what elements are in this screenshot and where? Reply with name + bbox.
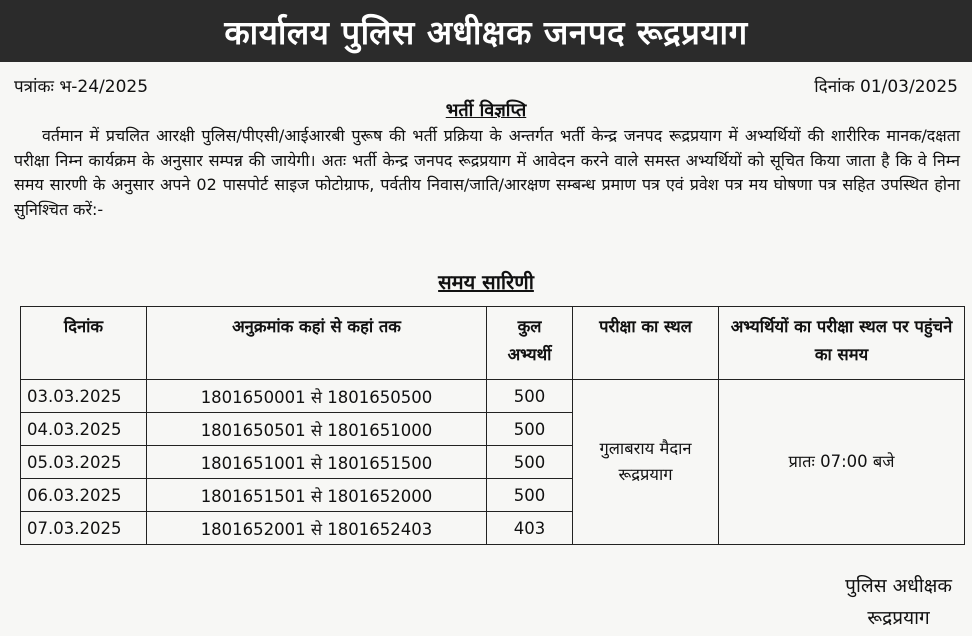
header-date: दिनांक <box>21 307 147 380</box>
row-roll-range: 1801651501 से 1801652000 <box>147 479 487 512</box>
signatory-place: रूद्रप्रयाग <box>867 607 930 629</box>
row-total: 500 <box>487 380 573 413</box>
row-total: 403 <box>487 512 573 545</box>
row-date: 07.03.2025 <box>21 512 147 545</box>
header-venue: परीक्षा का स्थल <box>573 307 719 380</box>
office-title: कार्यालय पुलिस अधीक्षक जनपद रूद्रप्रयाग <box>224 12 748 52</box>
row-date: 03.03.2025 <box>21 380 147 413</box>
signature-block <box>845 570 952 634</box>
table-header-row <box>21 307 965 380</box>
office-title-banner <box>0 0 972 62</box>
header-total: कुल अभ्यर्थी <box>487 307 573 380</box>
reporting-time: प्रातः 07:00 बजे <box>719 380 965 545</box>
row-date: 05.03.2025 <box>21 446 147 479</box>
schedule-table <box>20 306 965 545</box>
row-roll-range: 1801650001 से 1801650500 <box>147 380 487 413</box>
header-time: अभ्यर्थियों का परीक्षा स्थल पर पहुंचने का समय <box>719 307 965 380</box>
notice-date: दिनांक 01/03/2025 <box>814 77 958 97</box>
notice-body: वर्तमान में प्रचलित आरक्षी पुलिस/पीएसी/आईआरबी पुरूष की भर्ती प्रक्रिया के अन्तर्गत भर्ती केन्द्र जनपद रूद्रप्रयाग में अभ्यर्थियों की शारीरिक मानक/दक्षता परीक्षा निम्न कार्यक्रम के अनुसार सम्पन्न की जायेगी। अतः भर्ती केन्द्र जनपद रूद्रप्रयाग में आवेदन करने वाले समस्त अभ्यर्थियों को सूचित किया जाता है कि वे निम्न समय सारणी के अनुसार अपने 02 पासपोर्ट साइज फोटोग्राफ, पर्वतीय निवास/जाति/आरक्षण सम्बन्ध प्रमाण पत्र एवं प्रवेश पत्र मय घोषणा पत्र सहित उपस्थित होना सुनिश्चित करें:- <box>14 126 960 219</box>
table-row <box>21 380 965 413</box>
row-total: 500 <box>487 479 573 512</box>
schedule-title: समय सारिणी <box>438 270 534 294</box>
notice-heading <box>0 98 972 122</box>
notice-title: भर्ती विज्ञप्ति <box>445 100 527 121</box>
row-roll-range: 1801652001 से 1801652403 <box>147 512 487 545</box>
schedule-heading <box>0 268 972 295</box>
signatory-designation: पुलिस अधीक्षक <box>845 575 952 597</box>
row-date: 04.03.2025 <box>21 413 147 446</box>
row-total: 500 <box>487 413 573 446</box>
exam-venue: गुलाबराय मैदान रूद्रप्रयाग <box>573 380 719 545</box>
row-date: 06.03.2025 <box>21 479 147 512</box>
row-roll-range: 1801651001 से 1801651500 <box>147 446 487 479</box>
reference-number: पत्रांकः भ-24/2025 <box>14 77 149 97</box>
header-range: अनुक्रमांक कहां से कहां तक <box>147 307 487 380</box>
row-roll-range: 1801650501 से 1801651000 <box>147 413 487 446</box>
row-total: 500 <box>487 446 573 479</box>
